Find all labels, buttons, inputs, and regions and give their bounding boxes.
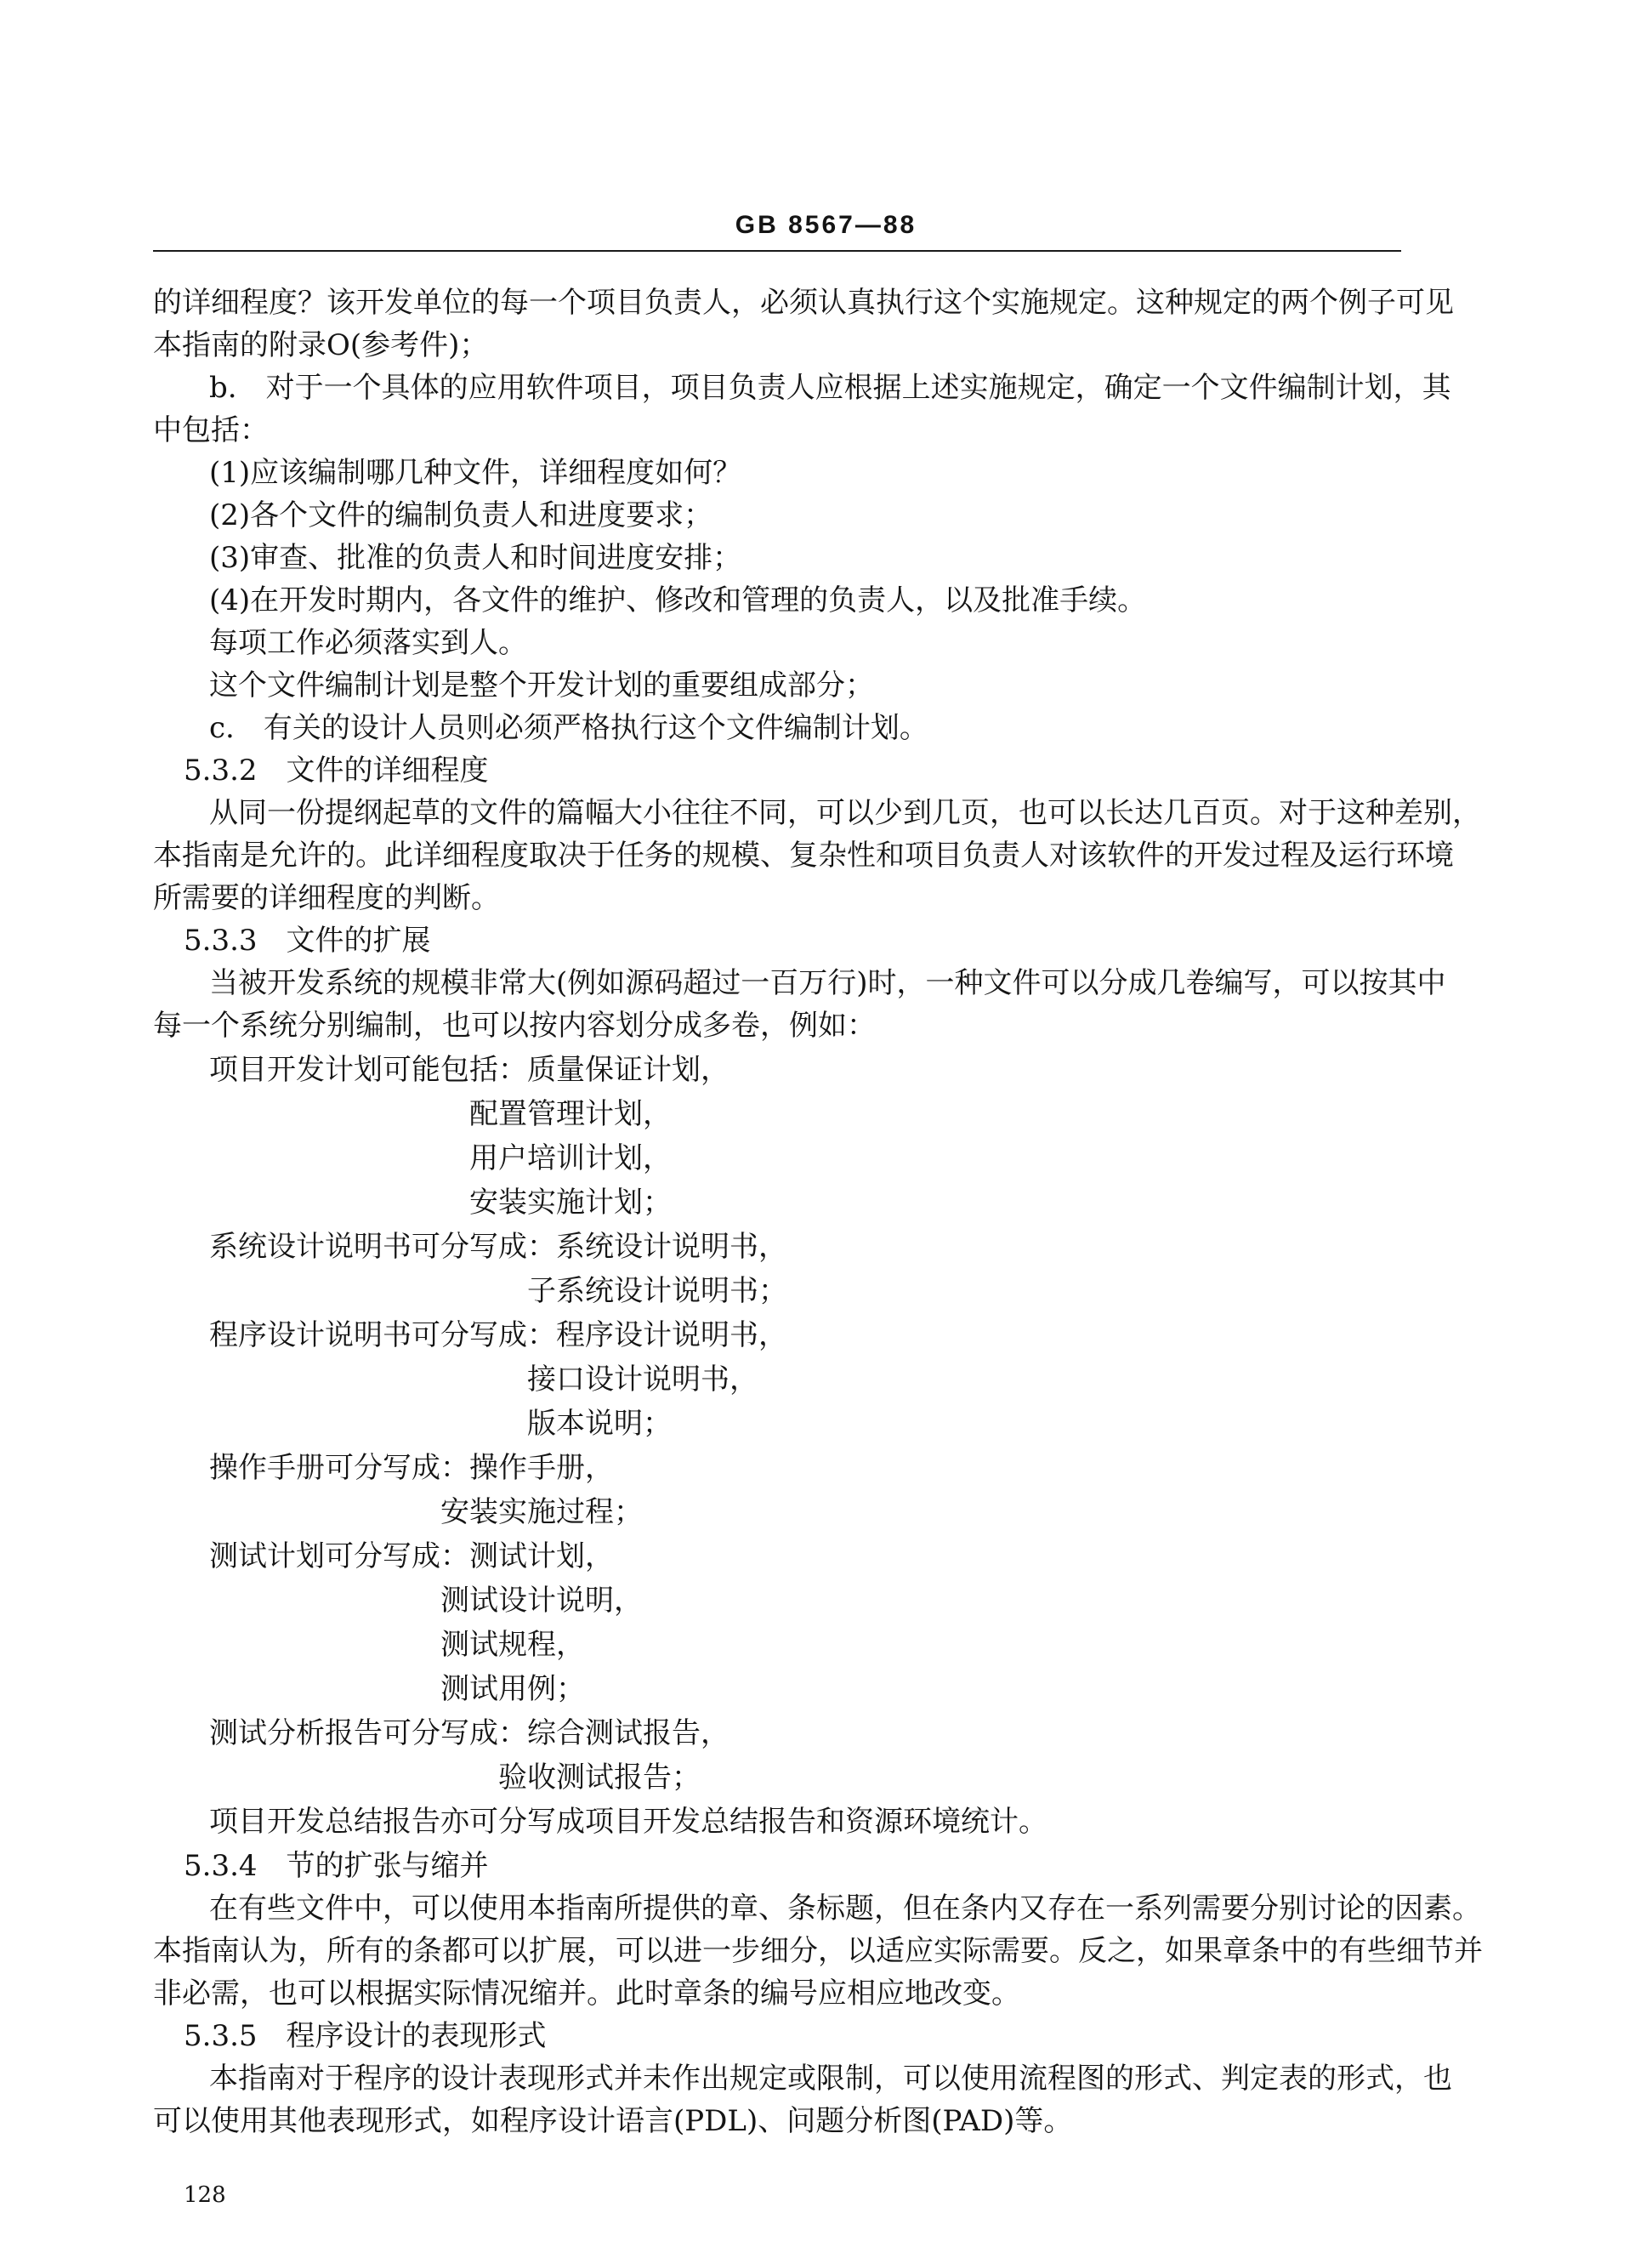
list-item: 安装实施计划； [469,1186,672,1220]
list-item: 版本说明； [527,1407,672,1441]
section-heading: 5.3.2 文件的详细程度 [184,754,489,788]
text-line: 当被开发系统的规模非常大(例如源码超过一百万行)时，一种文件可以分成几卷编写，可以按其中 [209,966,1446,1000]
text-line: b. 对于一个具体的应用软件项目，项目负责人应根据上述实施规定，确定一个文件编制计划，其 [209,371,1451,405]
list-item: (1)应该编制哪几种文件，详细程度如何？ [209,456,742,490]
text-line: 从同一份提纲起草的文件的篇幅大小往往不同，可以少到几页，也可以长达几百页。对于这种差别， [209,796,1481,830]
standard-header: GB 8567—88 [735,211,917,239]
list-item: 程序设计说明书可分写成：程序设计说明书， [209,1318,787,1352]
list-item: 子系统设计说明书； [527,1274,787,1308]
text-line: 项目开发总结报告亦可分写成项目开发总结报告和资源环境统计。 [209,1805,1047,1839]
text-line: 这个文件编制计划是整个开发计划的重要组成部分； [209,668,874,703]
list-item: 测试分析报告可分写成：综合测试报告， [209,1716,729,1750]
text-line: 在有些文件中，可以使用本指南所提供的章、条标题，但在条内又存在一系列需要分别讨论的因素。 [209,1891,1481,1926]
list-item: 测试规程， [440,1628,585,1662]
page-number: 128 [184,2182,226,2208]
list-item: 操作手册可分写成：操作手册， [209,1451,614,1485]
text-line: 本指南的附录O(参考件)； [153,328,489,362]
list-item: 用户培训计划， [469,1141,672,1175]
text-line: 本指南是允许的。此详细程度取决于任务的规模、复杂性和项目负责人对该软件的开发过程及运行环境 [153,839,1454,873]
text-line: 所需要的详细程度的判断。 [153,881,500,915]
text-line: 非必需，也可以根据实际情况缩并。此时章条的编号应相应地改变。 [153,1977,1020,2011]
list-item: 安装实施过程； [440,1495,643,1529]
list-item: 接口设计说明书， [527,1362,758,1397]
text-line: c. 有关的设计人员则必须严格执行这个文件编制计划。 [209,711,928,745]
header-rule [153,250,1401,252]
list-item: 系统设计说明书可分写成：系统设计说明书， [209,1230,787,1264]
text-line: 每一个系统分别编制，也可以按内容划分成多卷，例如： [153,1009,876,1043]
section-heading: 5.3.3 文件的扩展 [184,924,431,958]
text-line: 本指南认为，所有的条都可以扩展，可以进一步细分，以适应实际需要。反之，如果章条中的有些细节并 [153,1934,1483,1968]
list-item: (2)各个文件的编制负责人和进度要求； [209,498,713,532]
text-line: 可以使用其他表现形式，如程序设计语言(PDL)、问题分析图(PAD)等。 [153,2104,1073,2138]
list-item: 测试设计说明， [440,1584,643,1618]
section-heading: 5.3.4 节的扩张与缩并 [184,1849,489,1883]
list-item: 测试计划可分写成：测试计划， [209,1539,614,1573]
list-item: 项目开发计划可能包括：质量保证计划， [209,1053,729,1087]
list-item: 测试用例； [440,1672,585,1706]
text-line: 中包括： [153,413,269,447]
text-line: 每项工作必须落实到人。 [209,626,527,660]
section-heading: 5.3.5 程序设计的表现形式 [184,2019,547,2053]
text-line: 本指南对于程序的设计表现形式并未作出规定或限制，可以使用流程图的形式、判定表的形式，也 [209,2062,1452,2096]
list-item: 验收测试报告； [498,1761,701,1795]
list-item: (4)在开发时期内，各文件的维护、修改和管理的负责人，以及批准手续。 [209,583,1147,617]
text-line: 的详细程度？该开发单位的每一个项目负责人，必须认真执行这个实施规定。这种规定的两个例子可见 [153,286,1454,320]
list-item: 配置管理计划， [469,1097,672,1131]
list-item: (3)审查、批准的负责人和时间进度安排； [209,541,742,575]
